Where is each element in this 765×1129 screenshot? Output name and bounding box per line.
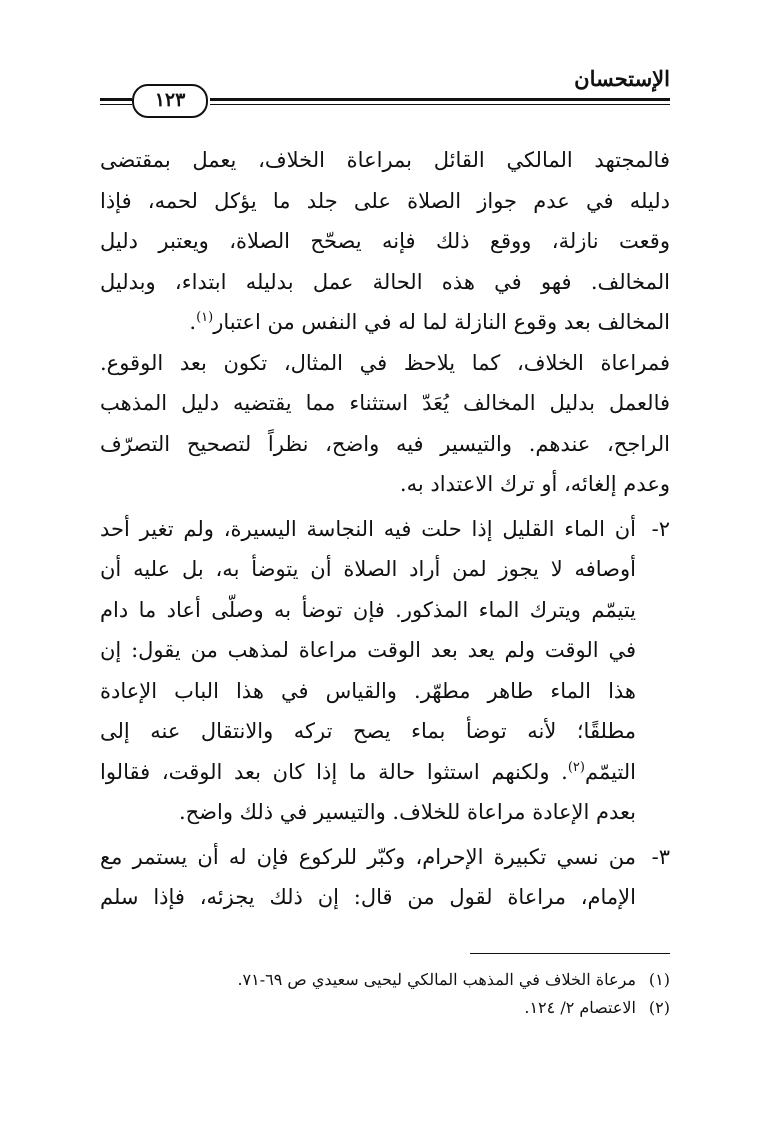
text-line: فمراعاة الخلاف، كما يلاحظ في المثال، تكون بعد الوقوع.	[100, 350, 670, 375]
footnote-ref-1: (١)	[196, 310, 214, 325]
header-rule-thin	[210, 104, 670, 105]
text-line: هذا الماء طاهر مطهّر. والقياس في هذا الباب الإعادة	[100, 678, 636, 703]
text-line: أوصافه لا يجوز لمن أراد الصلاة أن يتوضأ به، بل عليه أن	[100, 557, 636, 581]
running-title: الإستحسان	[574, 66, 670, 91]
text-line: الإمام، مراعاة لقول من قال: إن ذلك يجزئه، فإذا سلم	[100, 885, 636, 909]
text-line: المخالف بعد وقوع النازلة لما له في النفس من اعتبار$^{(١)}$.	[189, 310, 670, 334]
body-text	[100, 140, 670, 918]
header-rule-left	[100, 98, 132, 101]
footnote-ref-2: (٢)	[567, 759, 585, 775]
text-line-content: المخالف بعد وقوع النازلة لما له في النفس من اعتبار	[213, 310, 670, 334]
page-number: ١٢٣	[132, 84, 208, 118]
text-line: أن الماء القليل إذا حلت فيه النجاسة اليسيرة، ولم تغير أحد	[100, 516, 636, 541]
text-line: مطلقًا؛ لأنه توضأ بماء يصح تركه والانتقال عنه إلى	[100, 719, 636, 743]
paragraph-1	[100, 140, 670, 505]
text-line: فالمجتهد المالكي القائل بمراعاة الخلاف، يعمل بمقتضى	[100, 148, 670, 172]
text-line: وقعت نازلة، ووقع ذلك فإنه يصحّح الصلاة، ويعتبر دليل	[100, 229, 670, 253]
text-line: يتيمّم ويترك الماء المذكور. فإن توضأ به وصلّى أعاد ما دام	[100, 597, 636, 622]
text-line: دليله في عدم جواز الصلاة على جلد ما يؤكل لحمه، فإذا	[100, 188, 670, 213]
header-rule-thick	[210, 98, 670, 101]
footnotes	[100, 966, 670, 1022]
header-rule-left-thin	[100, 104, 132, 105]
text-line: المخالف. فهو في هذه الحالة عمل بدليله ابتداء، وبدليل	[100, 269, 670, 294]
footnote-2	[100, 994, 670, 1022]
footnote-text: الاعتصام ٢/ ١٢٤.	[524, 998, 636, 1017]
text-line: فالعمل بدليل المخالف يُعَدّ استثناء مما يقتضيه دليل المذهب	[100, 391, 670, 415]
list-item-number: ٢-	[651, 516, 670, 541]
list-item-2	[100, 509, 670, 833]
text-line: التيمّم$^{(٢)}$. ولكنهم استثوا حالة ما إذا كان بعد الوقت، فقالوا	[100, 759, 636, 784]
text-line: بعدم الإعادة مراعاة للخلاف. والتيسير في ذلك واضح.	[178, 800, 636, 824]
list-item-lines	[100, 509, 636, 833]
footnote-separator	[470, 953, 670, 954]
footnote-1	[100, 966, 670, 994]
text-line-content: ولكنهم استثوا حالة ما إذا كان بعد الوقت، فقالوا	[100, 759, 550, 784]
list-item-3	[100, 837, 670, 918]
text-line: وعدم إلغائه، أو ترك الاعتداد به.	[399, 472, 670, 496]
footnote-number: (١)	[648, 970, 670, 989]
footnote-text: مرعاة الخلاف في المذهب المالكي ليحيى سعيدي ص ٦٩-٧١.	[237, 970, 636, 989]
text-line: الراجح، عندهم. والتيسير فيه واضح، نظراً لتصحيح التصرّف	[100, 431, 670, 456]
header-rule	[100, 89, 670, 114]
text-line: في الوقت ولم يعد بعد الوقت مراعاة لمذهب من يقول: إن	[100, 638, 636, 662]
list-item-lines	[100, 837, 636, 918]
text-line: من نسي تكبيرة الإحرام، وكبّر للركوع فإن له أن يستمر مع	[100, 844, 636, 869]
list-item-number: ٣-	[651, 844, 670, 869]
footnote-number: (٢)	[648, 998, 670, 1017]
text-line-start: التيمّم	[584, 759, 636, 784]
